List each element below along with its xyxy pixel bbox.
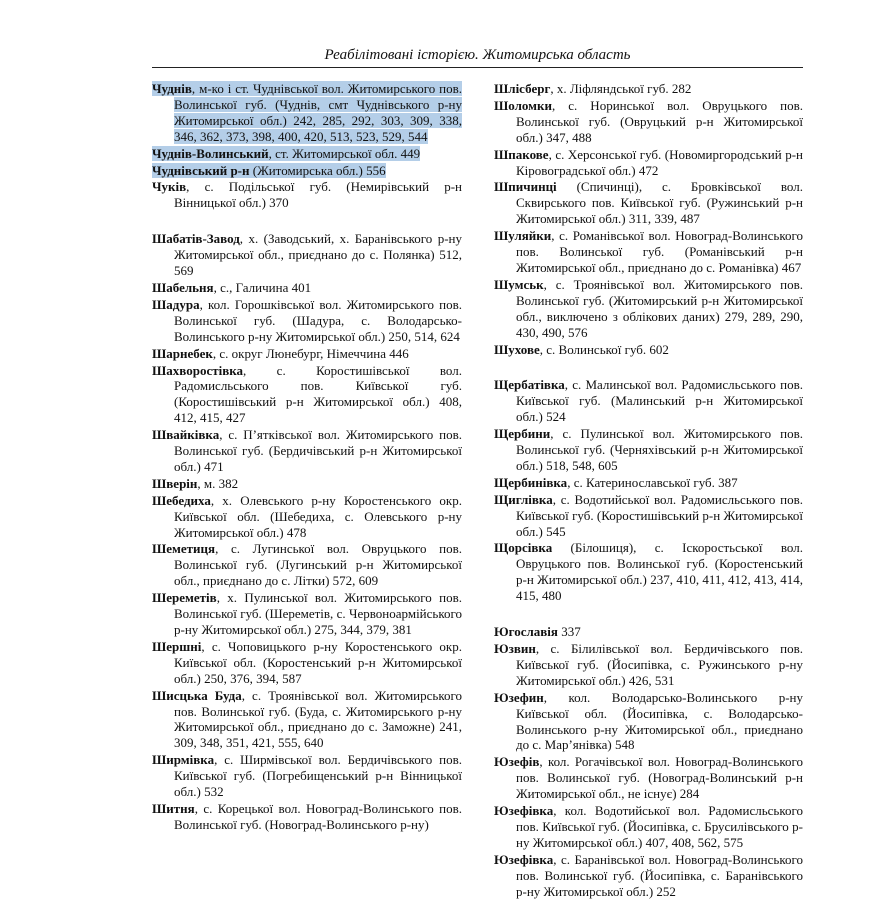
entry-term: Шисцька Буда (152, 687, 242, 703)
entry-term: Юзефівка (494, 803, 554, 819)
entry-text (494, 377, 803, 424)
index-entry (494, 81, 803, 97)
entry-description: , с. Херсонської губ. (Новомиргородський р-н Кіровоградської обл.) 472 (516, 146, 803, 178)
entry-text (152, 231, 462, 278)
index-entry (152, 801, 462, 833)
running-header: Реабілітовані історією. Житомирська область (324, 47, 631, 63)
entry-term: Шабельня (152, 279, 214, 295)
entry-text (152, 363, 462, 426)
entry-description: , с. Білилівської вол. Бердичівського пов. Київської губ. (Йосипівка, с. Ружинського р-ну Житомирської обл.) 426, 531 (516, 641, 803, 688)
entry-text (494, 147, 803, 178)
index-entry (152, 688, 462, 752)
entry-description: , с. Катеринославської губ. 387 (567, 474, 738, 490)
index-entry (152, 346, 462, 362)
entry-description: , кол. Володарсько-Волинського р-ну Київської обл. (Йосипівка, с. Володарсько-Волинського р-ну Житомирської обл., приєднано до с. Мар’янівка) 548 (516, 689, 803, 753)
entry-description: (Житомирська обл.) 556 (249, 162, 386, 178)
entry-text (152, 427, 462, 474)
index-entry (494, 475, 803, 491)
selected-text (152, 81, 462, 144)
index-entry (152, 752, 462, 800)
entry-term: Чуднів-Волинський (152, 145, 269, 161)
entry-description: , х. (Заводський, х. Баранівського р-ну Житомирської обл., приєднано до с. Полянка) 512, 569 (174, 231, 462, 279)
entry-description: , с. Лугинської вол. Овруцького пов. Волинської губ. (Лугинський р-н Житомирської обл., приєднано до с. Літки) 572, 609 (174, 541, 462, 589)
entry-text (494, 277, 803, 340)
index-entry (494, 690, 803, 754)
selected-text (152, 146, 420, 161)
entry-term: Шлісберг (494, 81, 551, 96)
entry-term: Щербини (494, 426, 551, 442)
index-entry (152, 81, 462, 145)
entry-description: , с. Пулинської вол. Житомирського пов. Волинської губ. (Черняхівський р-н Житомирської обл.) 518, 548, 605 (516, 426, 803, 473)
entry-term: Шитня (152, 800, 195, 816)
index-entry (152, 476, 462, 492)
index-entry (152, 590, 462, 638)
entry-description: , кол. Рогачівської вол. Новоград-Волинського пов. Волинської губ. (Новоград-Волинський р-н Житомирської обл., не існує) 284 (516, 754, 803, 802)
index-entry (152, 363, 462, 427)
entry-term: Швайківка (152, 427, 220, 443)
entry-description: , х. Пулинської вол. Житомирського пов. Волинської губ. (Шереметів, с. Червоноармійського р-ну Житомирської обл.) 275, 344, 379, 381 (174, 590, 462, 637)
index-entry (494, 426, 803, 474)
entry-text (494, 540, 803, 603)
entry-text (494, 803, 803, 850)
entry-text (152, 476, 238, 491)
entry-term: Югославія (494, 624, 558, 640)
index-entry (152, 231, 462, 279)
entry-term: Чуднів (152, 81, 192, 96)
entry-description: , м. 382 (197, 475, 239, 491)
entry-term: Шарнебек (152, 345, 213, 361)
entry-text (494, 81, 691, 96)
entry-description: , с. П’ятківської вол. Житомирського пов. Волинської губ. (Бердичівський р-н Житомирської обл.) 471 (174, 427, 462, 474)
entry-text (494, 426, 803, 473)
entry-description: , с. Малинської вол. Радомисльського пов. Київської губ. (Малинський р-н Житомирської обл.) 524 (516, 377, 803, 425)
index-entry (152, 163, 462, 179)
entry-description: (Білошиця), с. Іскоростьської вол. Овруцького пов. Волинської губ. (Коростенський р-н Житомирської обл.) 237, 410, 411, 412, 413, 414, 415, 480 (516, 540, 803, 604)
entry-description: , х. Ліфляндської губ. 282 (550, 81, 692, 96)
entry-description: , с. Корецької вол. Новоград-Волинського пов. Волинської губ. (Новоград-Волинського р-ну) (174, 800, 462, 832)
index-entry (494, 754, 803, 802)
header-rule (152, 67, 803, 68)
entry-description: , с. Романівської вол. Новоград-Волинського пов. Волинської губ. (Романівський р-н Житомирської обл., приєднано до с. Романівка) 467 (516, 228, 803, 275)
entry-text (152, 346, 409, 361)
entry-term: Шверін (152, 475, 198, 491)
index-entry (152, 639, 462, 687)
entry-term: Шпакове (494, 146, 549, 162)
entry-text (494, 641, 803, 688)
entry-description: , с. Баранівської вол. Новоград-Волинського пов. Волинської губ. (Йосипівка, с. Баранівського р-ну Житомирської обл.) 252 (516, 851, 803, 899)
entry-text (152, 752, 462, 799)
entry-text (152, 280, 311, 295)
left-column (152, 81, 462, 834)
entry-term: Шахворостівка (152, 362, 244, 378)
entry-text (494, 179, 803, 226)
entry-text (494, 98, 803, 145)
entry-text (494, 624, 581, 639)
entry-term: Щербатівка (494, 377, 565, 393)
selected-text (152, 163, 386, 178)
entry-term: Юзефин (494, 689, 544, 705)
index-entry (494, 803, 803, 851)
index-entry (494, 852, 803, 900)
entry-term: Шуляйки (494, 228, 552, 244)
entry-text (494, 754, 803, 801)
section-gap (494, 358, 803, 377)
entry-text (494, 690, 803, 753)
entry-description: , х. Олевського р-ну Коростенського окр. Київської обл. (Шебедиха, с. Олевського р-ну Житомирської обл.) 478 (174, 492, 462, 540)
entry-text (152, 179, 462, 210)
entry-term: Шпичинці (494, 179, 557, 195)
entry-term: Ширмівка (152, 752, 215, 768)
entry-term: Шабатів-Завод (152, 231, 240, 247)
entry-text (152, 493, 462, 540)
index-entry (152, 541, 462, 589)
index-entry (152, 427, 462, 475)
entry-term: Чуків (152, 179, 187, 195)
index-entry (494, 492, 803, 540)
entry-text (494, 342, 669, 357)
index-entry (152, 280, 462, 296)
entry-description: , м-ко і ст. Чуднівської вол. Житомирського пов. Волинської губ. (Чуднів, смт Чуднівського р-ну Житомирської обл.) 242, 285, 292, 303, 309, 338, 346, 362, 373, 398, 400, 420, 513, 523, 529, 544 (174, 81, 462, 144)
entry-description: , кол. Горошківської вол. Житомирського пов. Волинської губ. (Шадура, с. Володарсько-Волинського р-ну Житомирської обл.) 250, 514, 624 (174, 296, 462, 344)
entry-description: , с. Коростишівської вол. Радомисльського пов. Київської губ. (Коростишівський р-н Житомирської обл.) 408, 412, 415, 427 (174, 362, 462, 426)
entry-term: Юзефівка (494, 851, 554, 867)
entry-term: Щорсівка (494, 540, 553, 556)
right-column (494, 81, 803, 901)
entry-description: , с. Троянівської вол. Житомирського пов. Волинської губ. (Буда, с. Житомирського р-ну Житомирської обл., приєднано до с. Заможне) 241, 309, 348, 351, 421, 555, 640 (174, 687, 462, 751)
index-entry (152, 146, 462, 162)
entry-text (152, 297, 462, 344)
entry-text (152, 801, 462, 832)
entry-term: Чуднівський р-н (152, 162, 250, 178)
index-entry (152, 297, 462, 345)
entry-text (152, 590, 462, 637)
entry-term: Шебедиха (152, 492, 211, 508)
index-entry (494, 147, 803, 179)
entry-text (494, 852, 803, 899)
index-entry (494, 277, 803, 341)
entry-text (152, 639, 462, 686)
entry-text (152, 541, 462, 588)
entry-description: , с., Галичина 401 (213, 279, 312, 295)
entry-description: 337 (557, 624, 581, 640)
entry-text (494, 475, 738, 490)
section-gap (494, 605, 803, 624)
index-entry (494, 98, 803, 146)
entry-term: Шумськ (494, 276, 544, 292)
entry-term: Шухове (494, 341, 540, 357)
entry-term: Шадура (152, 296, 200, 312)
entry-term: Шоломки (494, 97, 552, 113)
index-entry (494, 540, 803, 604)
index-entry (494, 179, 803, 227)
entry-description: , с. Водотийської вол. Радомисльського пов. Київської губ. (Коростишівський р-н Житомирської обл.) 545 (516, 491, 803, 539)
entry-description: , с. Троянівської вол. Житомирського пов. Волинської губ. (Житомирський р-н Житомирської обл., виключено з облікових даних) 279, 289, 290, 430, 490, 576 (516, 276, 803, 340)
entry-description: , с. Ширмівської вол. Бердичівського пов. Київської губ. (Погребищенський р-н Вінницької обл.) 532 (174, 752, 462, 800)
index-entry (152, 493, 462, 541)
entry-term: Юзефів (494, 754, 540, 770)
entry-description: , кол. Водотийської вол. Радомисльського пов. Київської губ. (Йосипівка, с. Брусилівського р-ну Житомирської обл.) 407, 408, 562, 575 (516, 803, 803, 850)
section-gap (152, 212, 462, 231)
index-entry (494, 342, 803, 358)
entry-description: , с. Подільської губ. (Немирівський р-н Вінницької обл.) 370 (174, 179, 462, 211)
entry-description: (Спичинці), с. Бровківської вол. Сквирського пов. Київської губ. (Ружинський р-н Житомирської обл.) 311, 339, 487 (516, 179, 803, 227)
entry-text (494, 228, 803, 275)
entry-description: , ст. Житомирської обл. 449 (268, 145, 421, 161)
entry-term: Щербинівка (494, 474, 568, 490)
entry-description: , с. Чоповицького р-ну Коростенського окр. Київської обл. (Коростенський р-н Житомирської обл.) 250, 376, 394, 587 (174, 638, 462, 686)
entry-description: , с. Волинської губ. 602 (539, 341, 669, 357)
index-entry (152, 179, 462, 211)
index-entry (494, 228, 803, 276)
entry-term: Шеметиця (152, 541, 216, 557)
index-entry (494, 624, 803, 640)
entry-term: Юзвин (494, 641, 536, 656)
entry-text (494, 492, 803, 539)
entry-term: Щиглівка (494, 491, 553, 507)
entry-description: , с. округ Люнебург, Німеччина 446 (212, 345, 409, 361)
index-entry (494, 377, 803, 425)
index-entry (494, 641, 803, 689)
entry-description: , с. Норинської вол. Овруцького пов. Волинської губ. (Овруцький р-н Житомирської обл.) 347, 488 (516, 97, 803, 145)
entry-term: Шершні (152, 638, 202, 654)
entry-term: Шереметів (152, 590, 217, 606)
entry-text (152, 688, 462, 751)
